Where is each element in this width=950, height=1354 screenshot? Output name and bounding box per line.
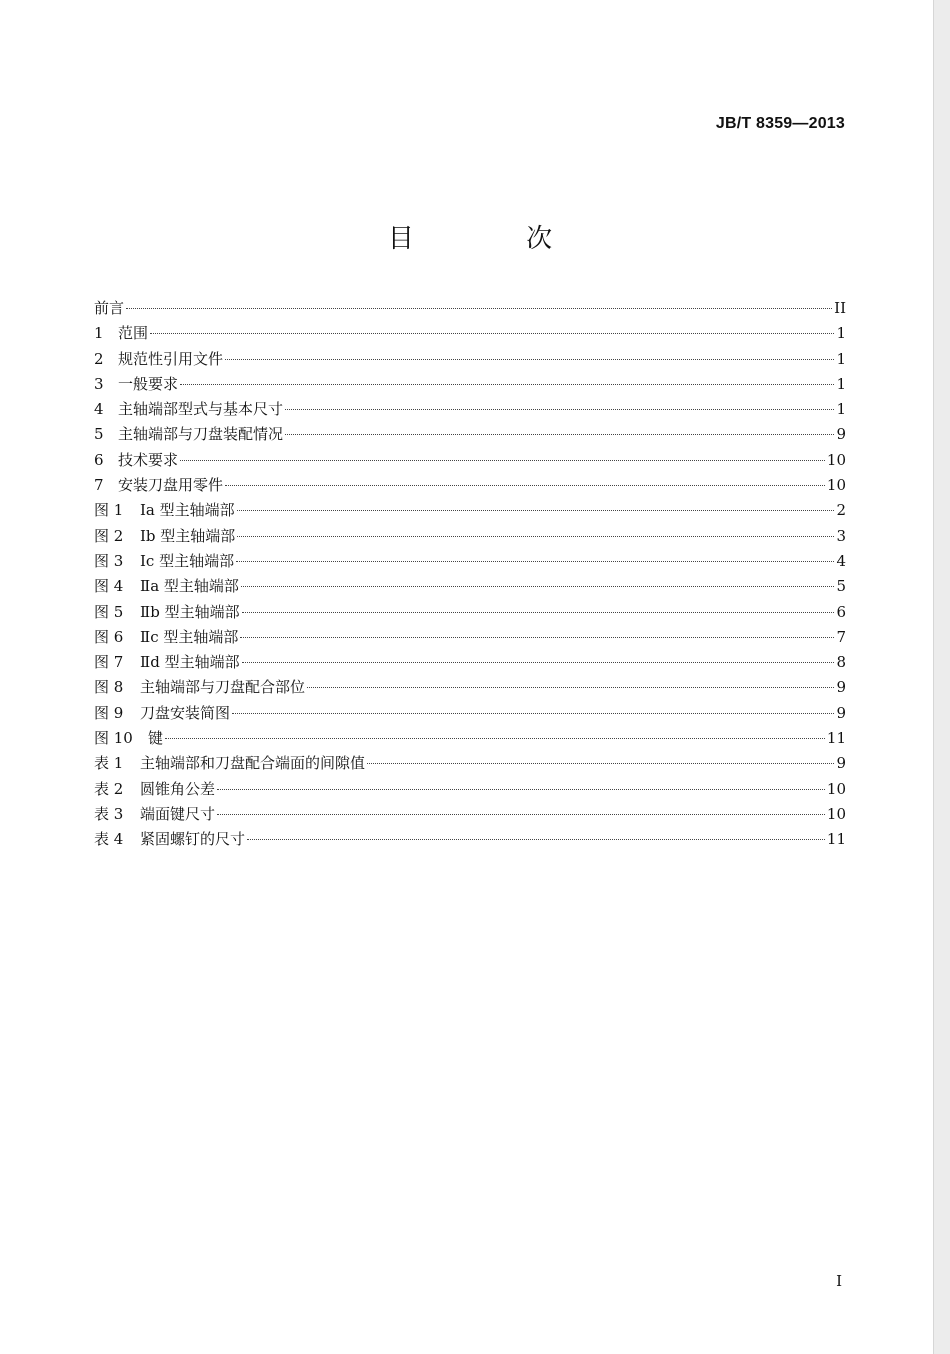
page-edge <box>933 0 950 1354</box>
toc-entry-title: Ⅰb 型主轴端部 <box>140 526 236 545</box>
dot-leader <box>232 713 834 714</box>
dot-leader <box>150 333 834 334</box>
toc-entry[interactable] <box>94 727 846 752</box>
dot-leader <box>240 637 834 638</box>
toc-entry-number: 表 1 <box>94 754 124 773</box>
toc-entry[interactable] <box>94 297 846 322</box>
dot-leader <box>367 763 834 764</box>
dot-leader <box>242 612 835 613</box>
toc-entry[interactable] <box>94 752 846 777</box>
toc-entry-number: 图 6 <box>94 627 124 646</box>
toc-entry-number: 图 4 <box>94 577 124 596</box>
toc-entry-number: 6 <box>94 450 104 469</box>
toc-entry-page: 5 <box>836 577 846 596</box>
toc-entry-number: 图 9 <box>94 703 124 722</box>
dot-leader <box>225 359 834 360</box>
dot-leader <box>126 308 832 309</box>
toc-entry-number: 2 <box>94 349 104 368</box>
toc-entry-title: 主轴端部型式与基本尺寸 <box>118 400 284 419</box>
dot-leader <box>236 561 834 562</box>
page-number: I <box>836 1272 842 1290</box>
dot-leader <box>217 814 825 815</box>
toc-entry-number: 7 <box>94 476 104 495</box>
toc-entry-page: II <box>834 299 846 317</box>
toc-entry[interactable] <box>94 499 846 524</box>
toc-entry-page: 9 <box>836 678 846 697</box>
toc-entry[interactable] <box>94 676 846 701</box>
toc-entry-number: 图 1 <box>94 501 124 520</box>
toc-entry[interactable] <box>94 702 846 727</box>
toc-entry-number: 图 8 <box>94 678 124 697</box>
toc-entry-title: 技术要求 <box>118 450 179 469</box>
toc-entry-title: 范围 <box>118 324 149 343</box>
toc-entry-title: 主轴端部和刀盘配合端面的间隙值 <box>140 754 366 773</box>
dot-leader <box>225 485 825 486</box>
toc-entry-title: 圆锥角公差 <box>140 779 216 798</box>
toc-entry-page: 11 <box>826 729 846 748</box>
toc-entry-title: Ⅱd 型主轴端部 <box>140 653 240 672</box>
toc-entry-title: 刀盘安装简图 <box>140 703 231 722</box>
toc-entry-number: 图 2 <box>94 526 124 545</box>
toc-entry[interactable] <box>94 525 846 550</box>
toc-entry[interactable] <box>94 449 846 474</box>
toc-entry-page: 6 <box>836 602 846 621</box>
toc-entry-title: 主轴端部与刀盘配合部位 <box>140 678 306 697</box>
toc-entry-page: 3 <box>836 526 846 545</box>
toc-entry[interactable] <box>94 651 846 676</box>
toc-entry-number: 表 3 <box>94 804 124 823</box>
toc-entry-title: 规范性引用文件 <box>118 349 224 368</box>
toc-entry-title: Ⅱa 型主轴端部 <box>140 577 239 596</box>
toc-entry-title: 键 <box>148 729 164 748</box>
toc-entry-number: 图 3 <box>94 551 124 570</box>
toc-entry[interactable] <box>94 778 846 803</box>
dot-leader <box>217 789 825 790</box>
dot-leader <box>307 687 834 688</box>
toc-entry-number: 图 10 <box>94 729 133 748</box>
toc-entry-page: 7 <box>836 627 846 646</box>
toc-entry-number: 5 <box>94 425 104 444</box>
toc-entry-page: 9 <box>836 425 846 444</box>
toc-entry-title: 一般要求 <box>118 374 179 393</box>
toc-entry-title: Ⅰc 型主轴端部 <box>140 551 235 570</box>
toc-entry-page: 10 <box>826 476 846 495</box>
toc-entry-number: 表 4 <box>94 830 124 849</box>
toc-entry-page: 10 <box>826 779 846 798</box>
dot-leader <box>242 662 835 663</box>
toc-entry-page: 2 <box>836 501 846 520</box>
toc-entry[interactable] <box>94 601 846 626</box>
dot-leader <box>237 536 834 537</box>
toc-entry-number: 3 <box>94 374 104 393</box>
toc-entry-page: 1 <box>836 374 846 393</box>
toc-entry-page: 10 <box>826 804 846 823</box>
toc-entry-page: 4 <box>836 551 846 570</box>
dot-leader <box>285 409 834 410</box>
toc-entry-title: 紧固螺钉的尺寸 <box>140 830 246 849</box>
toc-entry-title: 主轴端部与刀盘装配情况 <box>118 425 284 444</box>
toc-entry-page: 1 <box>836 324 846 343</box>
toc-entry-title: 安装刀盘用零件 <box>118 476 224 495</box>
page-title: 目 次 <box>387 224 605 254</box>
toc-entry-page: 11 <box>826 830 846 849</box>
toc-entry-page: 8 <box>836 653 846 672</box>
dot-leader <box>165 738 825 739</box>
toc-entry[interactable] <box>94 626 846 651</box>
toc-entry[interactable] <box>94 398 846 423</box>
table-of-contents <box>94 297 846 854</box>
toc-entry-title: Ⅰa 型主轴端部 <box>140 501 235 520</box>
dot-leader <box>247 839 825 840</box>
toc-entry-number: 4 <box>94 400 104 419</box>
toc-entry[interactable] <box>94 322 846 347</box>
toc-entry-page: 10 <box>826 450 846 469</box>
toc-entry-title: 前言 <box>94 299 125 317</box>
toc-entry-title: Ⅱb 型主轴端部 <box>140 602 240 621</box>
toc-entry[interactable] <box>94 348 846 373</box>
dot-leader <box>285 434 834 435</box>
toc-entry-page: 1 <box>836 349 846 368</box>
toc-entry[interactable] <box>94 423 846 448</box>
toc-entry[interactable] <box>94 575 846 600</box>
dot-leader <box>237 510 835 511</box>
toc-entry-title: Ⅱc 型主轴端部 <box>140 627 239 646</box>
toc-entry[interactable] <box>94 828 846 853</box>
toc-entry-title: 端面键尺寸 <box>140 804 216 823</box>
toc-entry-page: 1 <box>836 400 846 419</box>
dot-leader <box>180 384 834 385</box>
dot-leader <box>241 586 835 587</box>
standard-code: JB/T 8359—2013 <box>715 115 845 132</box>
toc-entry[interactable] <box>94 474 846 499</box>
toc-entry-number: 表 2 <box>94 779 124 798</box>
toc-entry[interactable] <box>94 373 846 398</box>
toc-entry[interactable] <box>94 803 846 828</box>
toc-entry-number: 图 7 <box>94 653 124 672</box>
toc-entry[interactable] <box>94 550 846 575</box>
toc-entry-page: 9 <box>836 754 846 773</box>
toc-entry-page: 9 <box>836 703 846 722</box>
toc-entry-number: 图 5 <box>94 602 124 621</box>
toc-entry-number: 1 <box>94 324 104 343</box>
dot-leader <box>180 460 825 461</box>
